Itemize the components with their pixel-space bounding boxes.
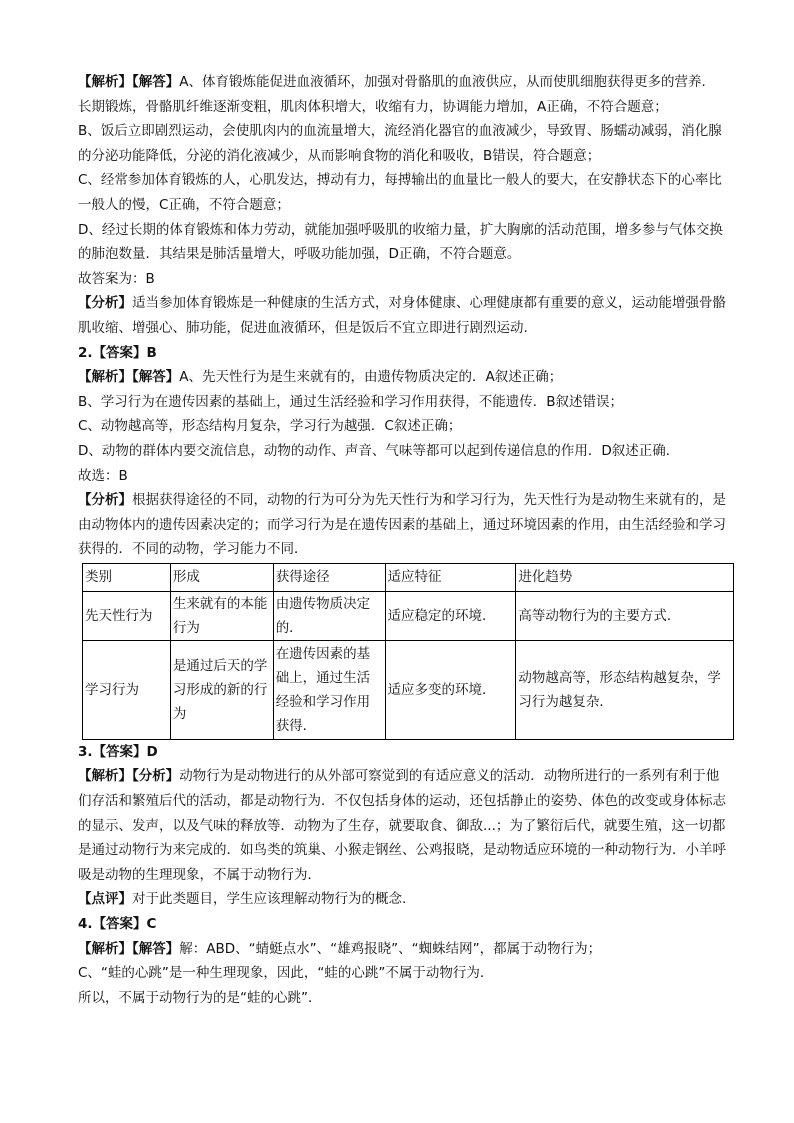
q4-answer-label: 【答案】 (92, 916, 147, 933)
q2-analysis-label: 【解析】 (78, 369, 132, 386)
q4-answer-line (78, 912, 728, 937)
q1-line-c: C、经常参加体育锻炼的人，心肌发达，搏动有力，每搏输出的血量比一般人的要大，在安静状态下的心率比一般人的慢，C正确，不符合题意； (78, 172, 722, 213)
q2-answer-label: 【答案】 (92, 344, 147, 361)
q4-line-c: 所以，不属于动物行为的是“蛙的心跳”． (78, 989, 322, 1006)
q3-analysis-label: 【解析】 (78, 768, 132, 785)
q2-answer-tag: 【解答】 (132, 369, 180, 386)
q2-line-c: C、动物越高等，形态结构月复杂，学习行为越强．C叙述正确； (78, 418, 462, 435)
q2-line-d: D、动物的群体内要交流信息，动物的动作、声音、气味等都可以起到传递信息的作用．D叙述正确． (78, 442, 680, 459)
table-cell: 在遗传因素的基础上，通过生活经验和学习作用获得． (273, 640, 385, 739)
q4-line-b: C、“蛙的心跳”是一种生理现象，因此，“蛙的心跳”不属于动物行为． (78, 965, 494, 982)
q4-answer: C (146, 916, 157, 933)
q2-answer-line (78, 341, 728, 366)
q4-paragraph-a (78, 937, 728, 962)
q3-dianping (78, 887, 728, 912)
q2-fenxi-text: 根据获得途径的不同，动物的行为可分为先天性行为和学习行为，先天性行为是动物生来就有的，是由动物体内的遗传因素决定的；而学习行为是在遗传因素的基础上，通过环境因素的作用，由生活经验和学习获得的．不同的动物，学习能力不同． (78, 492, 726, 558)
q2-line-b: B、学习行为在遗传因素的基础上，通过生活经验和学习作用获得，不能遗传．B叙述错误； (78, 393, 624, 410)
table-header-cell: 形成 (170, 563, 273, 591)
table-cell: 适应稳定的环境． (385, 591, 516, 640)
q2-line-a: A、先天性行为是生来就有的，由遗传物质决定的．A叙述正确； (179, 369, 563, 386)
q3-answer-line (78, 740, 728, 765)
table-cell: 先天性行为 (83, 591, 171, 640)
document-content (78, 70, 728, 1010)
q1-answer-tag: 【解答】 (132, 74, 180, 90)
q4-answer-tag: 【解答】 (132, 940, 180, 957)
q2-fenxi (78, 488, 728, 562)
q4-number: 4. (78, 916, 93, 933)
q2-final-answer: 故选：B (78, 467, 128, 484)
q1-paragraph-a (78, 70, 728, 119)
q4-analysis-label: 【解析】 (78, 940, 132, 957)
q3-dianping-text: 对于此类题目，学生应该理解动物行为的概念. (132, 891, 407, 908)
table-cell: 生来就有的本能行为 (170, 591, 273, 640)
q3-analysis (78, 764, 728, 887)
q1-line-b: B、饭后立即剧烈运动，会使肌肉内的血流量增大，流经消化器官的血液减少，导致胃、肠蠕动减弱，消化腺的分泌功能降低，分泌的消化液减少，从而影响食物的消化和吸收，B错误，符合题意； (78, 123, 722, 164)
table-header-cell: 类别 (83, 563, 171, 591)
table-cell: 适应多变的环境． (385, 640, 516, 739)
q3-answer-label: 【答案】 (92, 743, 147, 760)
q3-fenxi-tag: 【分析】 (132, 768, 180, 785)
q2-answer: B (146, 344, 157, 361)
table-row (83, 640, 734, 739)
table-cell: 由遗传物质决定的． (273, 591, 385, 640)
q1-line-a: A、体育锻炼能促进血液循环，加强对骨骼肌的血液供应，从而使肌细胞获得更多的营养．长期锻炼，骨骼肌纤维逐渐变粗，肌肉体积增大，收缩有力，协调能力增加，A正确，不符合题意； (78, 74, 715, 115)
q1-final-answer: 故答案为：B (78, 270, 155, 287)
table-header-cell: 进化趋势 (516, 563, 734, 591)
q2-number: 2. (78, 344, 93, 361)
behavior-comparison-table (82, 563, 734, 740)
q3-text: 动物行为是动物进行的从外部可察觉到的有适应意义的活动．动物所进行的一系列有利于他们存活和繁殖后代的活动，都是动物行为．不仅包括身体的运动，还包括静止的姿势、体色的改变或身体标志的显示、发声，以及气味的释放等．动物为了生存，就要取食、御敌...；为了繁衍后代，就要生殖，这一切都是通过动物行为来完成的．如鸟类的筑巢、小猴走钢丝、公鸡报晓，是动物适应环境的一种动物行为．小羊呼吸是动物的生理现象，不属于动物行为． (78, 768, 726, 883)
table-cell: 学习行为 (83, 640, 171, 739)
q3-dianping-label: 【点评】 (78, 891, 132, 908)
q1-analysis-label: 【解析】 (78, 74, 132, 90)
table-header-row (83, 563, 734, 591)
q1-line-d: D、经过长期的体育锻炼和体力劳动，就能加强呼吸肌的收缩力量，扩大胸廓的活动范围，增多参与气体交换的肺泡数量．其结果是肺活量增大，呼吸功能加强，D正确，不符合题意。 (78, 221, 723, 263)
q2-paragraph-a (78, 365, 728, 390)
q4-line-a: 解：ABD、“蜻蜓点水”、“雄鸡报晓”、“蜘蛛结网”，都属于动物行为； (179, 940, 602, 957)
q2-fenxi-label: 【分析】 (78, 492, 132, 509)
q1-fenxi-text: 适当参加体育锻炼是一种健康的生活方式，对身体健康、心理健康都有重要的意义，运动能增强骨骼肌收缩、增强心、肺功能，促进血液循环，但是饭后不宜立即进行剧烈运动. (78, 295, 726, 336)
q1-fenxi (78, 291, 728, 340)
table-cell: 动物越高等，形态结构越复杂，学习行为越复杂． (516, 640, 734, 739)
table-header-cell: 适应特征 (385, 563, 516, 591)
table-cell: 高等动物行为的主要方式． (516, 591, 734, 640)
table-header-cell: 获得途径 (273, 563, 385, 591)
table-cell: 是通过后天的学习形成的新的行为 (170, 640, 273, 739)
table-row (83, 591, 734, 640)
q3-number: 3. (78, 743, 93, 760)
q3-answer: D (146, 743, 158, 760)
q1-fenxi-label: 【分析】 (78, 295, 132, 312)
